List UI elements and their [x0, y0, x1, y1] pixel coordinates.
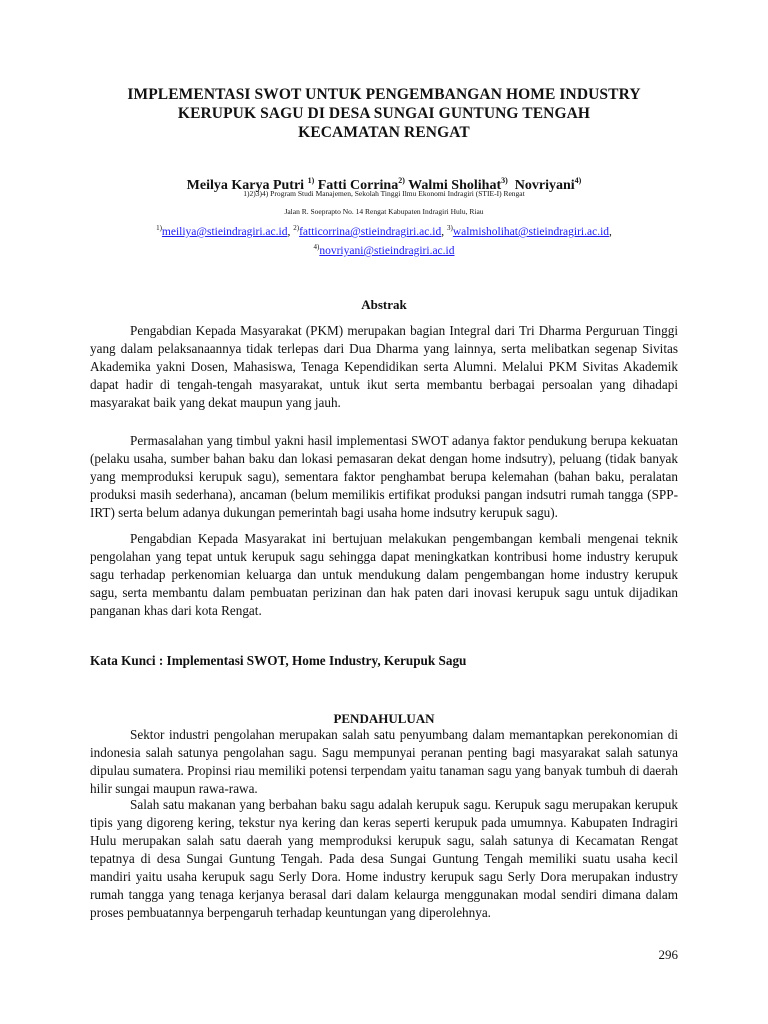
- email-mark: 1): [156, 224, 162, 232]
- email-separator: ,: [287, 226, 294, 238]
- email-trailing: ,: [609, 226, 612, 238]
- address: Jalan R. Soeprapto No. 14 Rengat Kabupaten Indragiri Hulu, Riau: [284, 207, 484, 216]
- email-mark: 3): [446, 224, 453, 232]
- email-list: [110, 221, 658, 259]
- author-name: Fatti Corrina: [314, 178, 399, 193]
- title-line-1: IMPLEMENTASI SWOT UNTUK PENGEMBANGAN HOME INDUSTRY: [127, 86, 641, 103]
- email-link[interactable]: meiliya@stieindragiri.ac.id: [161, 226, 288, 238]
- abstract-paragraph-3: Pengabdian Kepada Masyarakat ini bertujuan melakukan pengembangan kembali mengenai teknik pengolahan yang tepat untuk kerupuk sagu sehingga dapat meningkatkan kontribusi home industry kerupuk sagu terhadap perkenomian keluarga dan untuk mendukung dalam pengembangan home industry kerupuk sagu, serta membantu dalam pembuatan perizinan dan hak paten dari inovasi kerupuk sagu untuk dijadikan panganan khas dari kota Rengat.: [90, 531, 678, 618]
- email-mark: 2): [293, 224, 300, 232]
- abstract-paragraph-2: Permasalahan yang timbul yakni hasil implementasi SWOT adanya faktor pendukung berupa kekuatan (pelaku usaha, sumber bahan baku dan lokasi pemasaran dekat dengan home indsutry), peluang (tidak banyak yang memproduksi kerupuk sagu), sementara faktor penghambat berupa kelemahan (bahan baku, peralatan produksi masih sederhana), ancaman (belum memilikis ertifikat produksi pangan indsutri rumah tangga (SPP-IRT) serta belum adanya dukungan pemerintah bagi usaha home indsutry kerupuk sagu).: [90, 433, 678, 520]
- title-line-2: KERUPUK SAGU DI DESA SUNGAI GUNTUNG TENGAH: [177, 105, 591, 122]
- author-mark: 2): [398, 176, 405, 185]
- author-mark: 1): [307, 176, 315, 185]
- author-name: Walmi Sholihat: [404, 178, 502, 193]
- paper-title: [90, 85, 678, 142]
- email-mark: 4): [313, 243, 320, 251]
- affiliation: 1)2)3)4) Program Studi Manajemen, Sekolah Tinggi Ilmu Ekonomi Indragiri (STIE-I) Rengat: [243, 189, 525, 198]
- introduction-heading: PENDAHULUAN: [333, 711, 435, 726]
- author-mark: 3): [501, 176, 508, 185]
- email-link[interactable]: walmisholihat@stieindragiri.ac.id: [452, 226, 610, 238]
- abstract-paragraph-1: Pengabdian Kepada Masyarakat (PKM) merupakan bagian Integral dari Tri Dharma Perguruan Tinggi yang dalam pelaksanaannya tidak terlepas dari Dua Dharma yang lainnya, serta melibatkan segenap Sivitas Akademika yakni Dosen, Mahasiswa, Tenaga Kependidikan serta Alumni. Melalui PKM Sivitas Akademik dapat hadir di tengah-tengah masyarakat, untuk ikut serta membantu berbagai persoalan yang dihadapi masyarakat baik yang dekat maupun yang jauh.: [90, 323, 678, 410]
- author-name: Novriyani: [507, 178, 575, 193]
- email-link[interactable]: fatticorrina@stieindragiri.ac.id: [299, 226, 442, 238]
- email-separator: ,: [441, 226, 447, 238]
- introduction-paragraph-2: Salah satu makanan yang berbahan baku sagu adalah kerupuk sagu. Kerupuk sagu merupakan kerupuk tipis yang digoreng kering, tekstur nya kering dan keras seperti kerupuk pada umumnya. Kabupaten Indragiri Hulu merupakan salah satu daerah yang memproduksi kerupuk sagu, salah satunya di Kecamatan Rengat tepatnya di desa Sungai Guntung Tengah. Pada desa Sungai Guntung Tengah memiliki suatu usaha kecil mandiri yaitu usaha kerupuk sagu Serly Dora. Home industry kerupuk sagu Serly Dora merupakan industry rumah tangga yang tenaga kerjanya berasal dari dalam kelaurga menggunakan modal sendiri dimana dalam proses pembuatannya berpengaruh terhadap keuntungan yang diperolehnya.: [90, 797, 678, 920]
- author-name: Meilya Karya Putri: [186, 178, 308, 193]
- title-line-3: KECAMATAN RENGAT: [298, 124, 470, 141]
- email-link[interactable]: novriyani@stieindragiri.ac.id: [319, 245, 455, 257]
- page-number: 296: [658, 947, 678, 962]
- keywords: Kata Kunci : Implementasi SWOT, Home Industry, Kerupuk Sagu: [90, 653, 467, 668]
- abstract-heading: Abstrak: [361, 297, 407, 312]
- introduction-paragraph-1: Sektor industri pengolahan merupakan salah satu penyumbang dalam memantapkan perekonomian di indonesia salah satunya pengolahan sagu. Sagu mempunyai peranan penting bagi masyarakat salah satunya dipulau sumatera. Propinsi riau memiliki potensi terpendam yaitu tanaman sagu yang banyak tumbuh di daerah hilir sungai maupun rawa-rawa.: [90, 727, 678, 796]
- author-mark: 4): [574, 176, 582, 185]
